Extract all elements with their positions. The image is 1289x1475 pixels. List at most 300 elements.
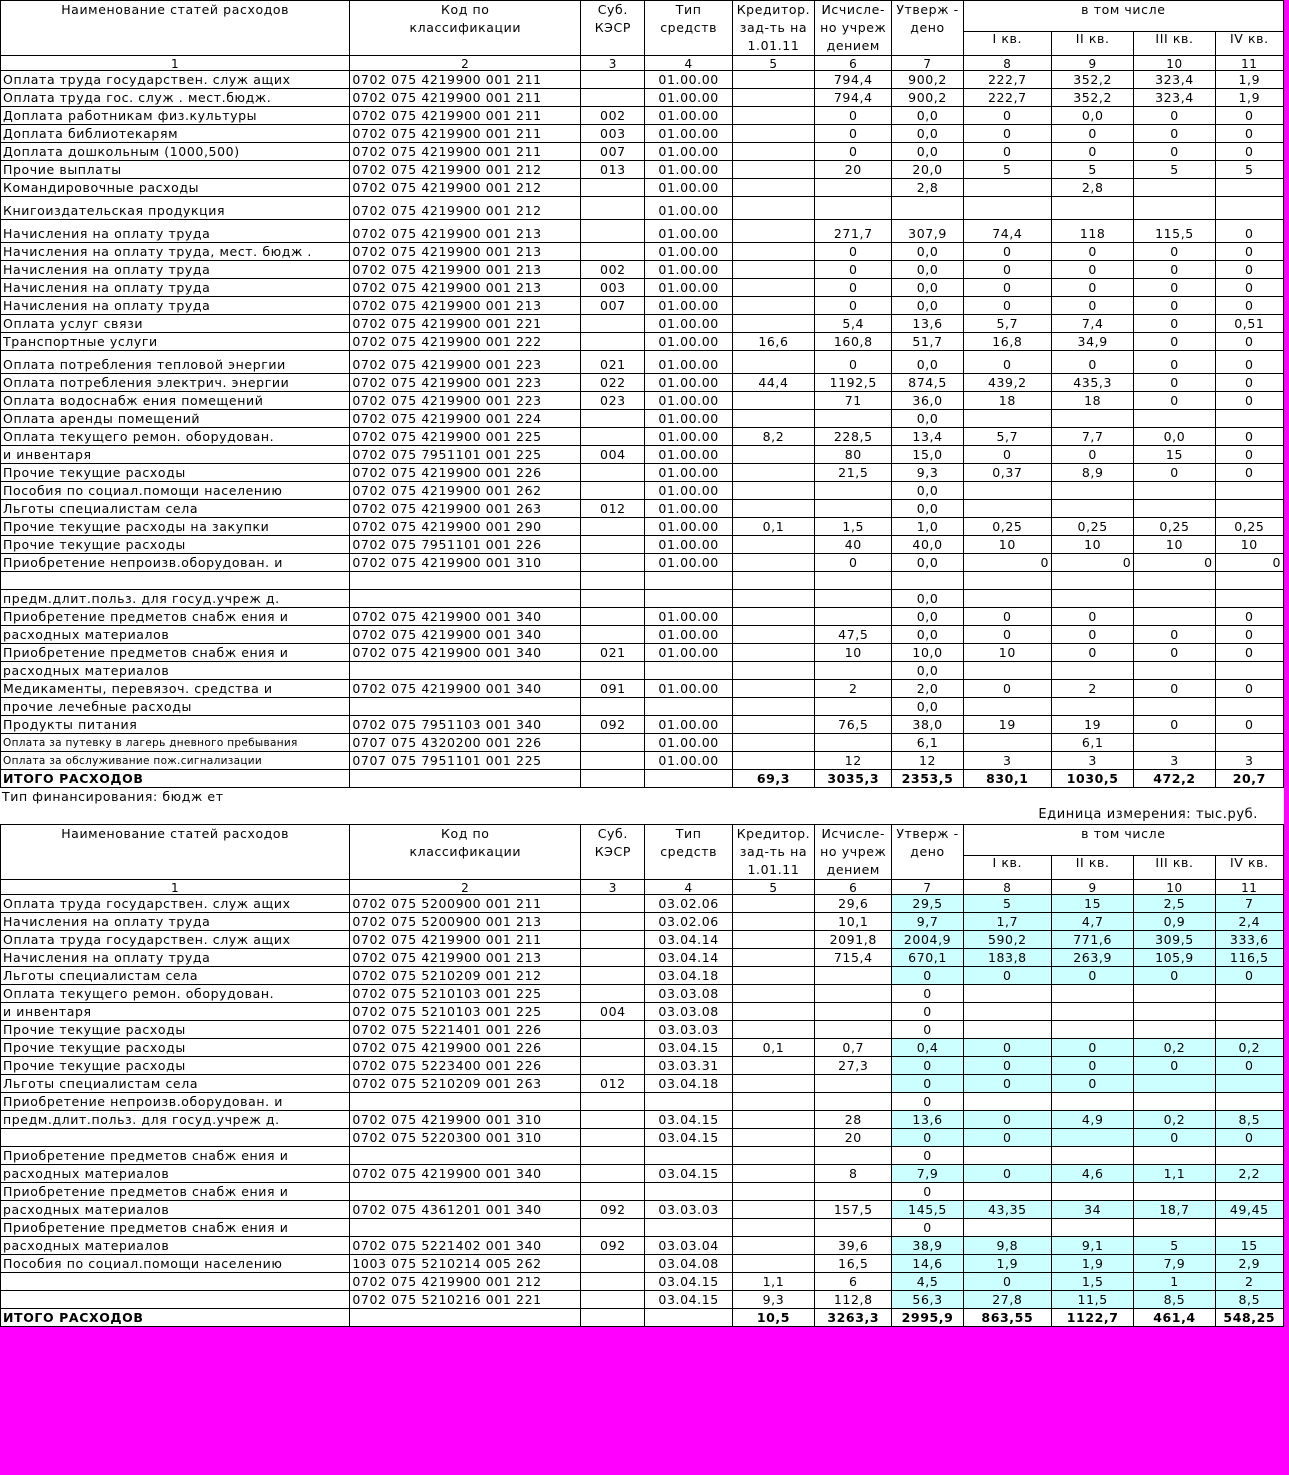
column-number: 9 [1052, 880, 1134, 895]
row-value: 0702 075 4219900 001 263 [350, 500, 581, 518]
row-value: 0 [815, 143, 892, 161]
row-label: и инвентаря [1, 446, 350, 464]
row-value: 0 [892, 967, 963, 985]
row-value: 0702 075 4219900 001 226 [350, 1039, 581, 1057]
row-value: 12 [892, 752, 963, 770]
table-row [1, 1039, 1284, 1057]
row-value: 263,9 [1052, 949, 1134, 967]
row-value [732, 1183, 814, 1201]
row-value [732, 500, 814, 518]
column-number: 10 [1134, 880, 1215, 895]
row-value: 0702 075 7951103 001 340 [350, 716, 581, 734]
row-value: 10 [1052, 536, 1134, 554]
row-value: 21,5 [815, 464, 892, 482]
table-row [1, 500, 1284, 518]
row-value [815, 1021, 892, 1039]
row-value: 0 [892, 1075, 963, 1093]
row-value: 0702 075 4219900 001 212 [350, 161, 581, 179]
row-value: 01.00.00 [645, 261, 732, 279]
row-value: 01.00.00 [645, 392, 732, 410]
row-value [1052, 482, 1134, 500]
row-value [645, 572, 732, 590]
row-value [963, 1021, 1051, 1039]
row-value [732, 644, 814, 662]
header-line: дено [910, 844, 945, 859]
row-value: 116,5 [1215, 949, 1283, 967]
row-value [815, 1075, 892, 1093]
row-value [581, 662, 645, 680]
row-value [815, 985, 892, 1003]
row-value [1052, 1021, 1134, 1039]
row-value: 012 [581, 1075, 645, 1093]
total-value: 3263,3 [815, 1309, 892, 1327]
table-row [1, 71, 1284, 89]
row-value: 0 [1134, 374, 1215, 392]
row-value: 16,8 [963, 333, 1051, 351]
row-value [732, 243, 814, 261]
row-value: 03.04.15 [645, 1129, 732, 1147]
row-value [1134, 734, 1215, 752]
header-subkesr [581, 1, 645, 56]
total-value: 830,1 [963, 770, 1051, 788]
row-value: 0702 075 4219900 001 290 [350, 518, 581, 536]
row-label: Медикаменты, перевязоч. средства и [1, 680, 350, 698]
row-value [1134, 662, 1215, 680]
row-value: 01.00.00 [645, 428, 732, 446]
row-value [645, 698, 732, 716]
row-value [732, 1147, 814, 1165]
row-value: 0,0 [892, 626, 963, 644]
row-value: 0,0 [892, 500, 963, 518]
header-line: Суб. [597, 2, 628, 17]
table-row [1, 680, 1284, 698]
row-value: 0 [1215, 143, 1283, 161]
table-row [1, 967, 1284, 985]
row-value: 900,2 [892, 89, 963, 107]
row-value: 7,9 [892, 1165, 963, 1183]
row-value: 0702 075 4219900 001 223 [350, 392, 581, 410]
row-value [732, 985, 814, 1003]
row-value: 0 [1134, 1129, 1215, 1147]
table-row [1, 1093, 1284, 1111]
row-value [350, 1219, 581, 1237]
row-value [963, 662, 1051, 680]
total-value [645, 770, 732, 788]
row-value [581, 967, 645, 985]
row-value: 03.04.15 [645, 1111, 732, 1129]
row-value [645, 1147, 732, 1165]
header-line: Код по [441, 826, 490, 841]
row-value: 0 [1052, 261, 1134, 279]
row-label: Оплата услуг связи [1, 315, 350, 333]
header-including: в том числе [963, 1, 1283, 32]
row-value: 27,3 [815, 1057, 892, 1075]
row-value: 0,51 [1215, 315, 1283, 333]
row-value [581, 1021, 645, 1039]
row-label: Оплата труда гос. служ . мест.бюдж. [1, 89, 350, 107]
row-value: 0702 075 4219900 001 213 [350, 297, 581, 315]
row-value: 44,4 [732, 374, 814, 392]
row-value [732, 590, 814, 608]
row-value [892, 572, 963, 590]
row-value: 16,5 [815, 1255, 892, 1273]
row-value [732, 716, 814, 734]
row-value [732, 680, 814, 698]
row-value [732, 279, 814, 297]
row-value: 29,5 [892, 895, 963, 913]
total-value [581, 770, 645, 788]
row-value: 0702 075 4219900 001 221 [350, 315, 581, 333]
row-value [732, 626, 814, 644]
row-value [1052, 985, 1134, 1003]
row-value [1215, 1147, 1283, 1165]
row-value: 0702 075 4219900 001 211 [350, 931, 581, 949]
table-row [1, 1183, 1284, 1201]
row-value [892, 197, 963, 220]
row-value: 0702 075 4219900 001 224 [350, 410, 581, 428]
row-label: Прочие выплаты [1, 161, 350, 179]
row-value [732, 1129, 814, 1147]
header-fund-type [645, 825, 732, 880]
total-value: 548,25 [1215, 1309, 1283, 1327]
column-number: 6 [815, 56, 892, 71]
row-value [1215, 500, 1283, 518]
row-value: 5 [963, 895, 1051, 913]
row-value [1052, 1129, 1134, 1147]
table-row [1, 1129, 1284, 1147]
row-value: 0 [1134, 626, 1215, 644]
header-line: Тип [675, 826, 702, 841]
row-value: 0 [1134, 125, 1215, 143]
header-line: 1.01.11 [747, 38, 800, 53]
row-value: 01.00.00 [645, 446, 732, 464]
row-value: 0702 075 4219900 001 226 [350, 464, 581, 482]
row-value: 435,3 [1052, 374, 1134, 392]
total-value [350, 1309, 581, 1327]
row-value: 0 [892, 1093, 963, 1111]
row-value [1052, 410, 1134, 428]
row-value [645, 590, 732, 608]
row-value: 670,1 [892, 949, 963, 967]
header-code [350, 825, 581, 880]
row-value: 5,7 [963, 428, 1051, 446]
row-value [1215, 1075, 1283, 1093]
column-number: 7 [892, 880, 963, 895]
row-value: 0 [1215, 107, 1283, 125]
row-value: 0702 075 4219900 001 310 [350, 1111, 581, 1129]
row-value: 4,9 [1052, 1111, 1134, 1129]
row-value: 9,3 [892, 464, 963, 482]
row-value: 5,7 [963, 315, 1051, 333]
row-value: 18,7 [1134, 1201, 1215, 1219]
column-number: 6 [815, 880, 892, 895]
row-value [581, 71, 645, 89]
row-value [732, 1021, 814, 1039]
row-value: 2 [1052, 680, 1134, 698]
row-label: Прочие текущие расходы [1, 536, 350, 554]
header-line: дением [826, 862, 880, 877]
row-value: 002 [581, 107, 645, 125]
row-value: 0,0 [892, 482, 963, 500]
row-value: 0702 075 5210216 001 221 [350, 1291, 581, 1309]
row-value [581, 1039, 645, 1057]
row-value: 007 [581, 143, 645, 161]
row-value: 0 [1215, 125, 1283, 143]
row-value: 03.03.31 [645, 1057, 732, 1075]
row-value: 874,5 [892, 374, 963, 392]
row-value: 0,2 [1134, 1111, 1215, 1129]
row-label [1, 572, 350, 590]
row-label: Льготы специалистам села [1, 1075, 350, 1093]
row-value [732, 220, 814, 243]
row-value: 0702 075 4219900 001 213 [350, 279, 581, 297]
row-value [581, 518, 645, 536]
row-value: 352,2 [1052, 89, 1134, 107]
row-value [815, 1147, 892, 1165]
header-creditor-debt [732, 825, 814, 880]
row-value: 1 [1134, 1273, 1215, 1291]
row-value: 0 [1134, 107, 1215, 125]
row-value: 0702 075 5210103 001 225 [350, 985, 581, 1003]
row-value [581, 572, 645, 590]
column-number: 11 [1215, 56, 1283, 71]
row-value: 0,0 [892, 608, 963, 626]
row-value [815, 698, 892, 716]
table-row [1, 518, 1284, 536]
row-value: 0,37 [963, 464, 1051, 482]
row-value [581, 410, 645, 428]
row-value: 03.04.15 [645, 1039, 732, 1057]
table-row [1, 698, 1284, 716]
row-value [732, 179, 814, 197]
row-value: 10 [963, 644, 1051, 662]
row-value: 01.00.00 [645, 482, 732, 500]
table-row [1, 913, 1284, 931]
row-value: 160,8 [815, 333, 892, 351]
row-value: 19 [963, 716, 1051, 734]
row-label: Книгоиздательская продукция [1, 197, 350, 220]
header-quarter-2: II кв. [1052, 855, 1134, 879]
column-number: 2 [350, 56, 581, 71]
table-row [1, 572, 1284, 590]
table-row [1, 351, 1284, 374]
row-value: 0702 075 4219900 001 211 [350, 125, 581, 143]
row-value: 01.00.00 [645, 125, 732, 143]
row-value: 20 [815, 161, 892, 179]
table-row [1, 590, 1284, 608]
row-value: 0,25 [1134, 518, 1215, 536]
row-label: Прочие текущие расходы [1, 1039, 350, 1057]
header-line: но учреж [820, 844, 887, 859]
row-value: 013 [581, 161, 645, 179]
row-value: 15 [1215, 1237, 1283, 1255]
row-value: 118 [1052, 220, 1134, 243]
row-label: Льготы специалистам села [1, 500, 350, 518]
row-value: 03.04.15 [645, 1165, 732, 1183]
row-value: 0 [963, 967, 1051, 985]
row-label [1, 1273, 350, 1291]
row-value: 01.00.00 [645, 220, 732, 243]
row-value [1134, 500, 1215, 518]
header-quarter-1: I кв. [963, 855, 1051, 879]
row-value: 794,4 [815, 71, 892, 89]
row-value [1215, 197, 1283, 220]
row-value [1215, 662, 1283, 680]
row-value: 0702 075 4219900 001 222 [350, 333, 581, 351]
row-value [1215, 985, 1283, 1003]
row-value [581, 985, 645, 1003]
row-value: 0 [1052, 279, 1134, 297]
row-value: 01.00.00 [645, 333, 732, 351]
row-value [815, 572, 892, 590]
table-row [1, 734, 1284, 752]
row-value [645, 1219, 732, 1237]
row-value: 47,5 [815, 626, 892, 644]
row-value: 0 [963, 1165, 1051, 1183]
row-value: 0 [1134, 333, 1215, 351]
header-line: средств [660, 844, 718, 859]
table-row [1, 1237, 1284, 1255]
row-value: 794,4 [815, 89, 892, 107]
row-value [1134, 1183, 1215, 1201]
row-value: 0 [1215, 279, 1283, 297]
row-value: 0702 075 5221401 001 226 [350, 1021, 581, 1039]
row-value [732, 913, 814, 931]
row-value: 0 [1134, 644, 1215, 662]
total-value: 1122,7 [1052, 1309, 1134, 1327]
row-value: 4,7 [1052, 913, 1134, 931]
row-label: Льготы специалистам села [1, 967, 350, 985]
row-value: 13,4 [892, 428, 963, 446]
row-value: 38,0 [892, 716, 963, 734]
table-row [1, 410, 1284, 428]
row-value: 0,0 [892, 261, 963, 279]
total-value [645, 1309, 732, 1327]
row-value [645, 1093, 732, 1111]
row-value [1215, 410, 1283, 428]
table-row [1, 662, 1284, 680]
row-value [1052, 500, 1134, 518]
row-value [1134, 1021, 1215, 1039]
table-row [1, 161, 1284, 179]
header-line: зад-ть на [739, 844, 808, 859]
row-value: 03.03.03 [645, 1021, 732, 1039]
row-value: 7 [1215, 895, 1283, 913]
row-value [963, 482, 1051, 500]
row-value: 0702 075 4219900 001 340 [350, 680, 581, 698]
row-value: 0702 075 5200900 001 213 [350, 913, 581, 931]
row-value: 1,9 [1215, 89, 1283, 107]
row-value [581, 428, 645, 446]
row-value [581, 895, 645, 913]
row-value: 15 [1052, 895, 1134, 913]
row-value [732, 261, 814, 279]
row-value [963, 179, 1051, 197]
table-row [1, 197, 1284, 220]
row-value [1134, 197, 1215, 220]
row-value [815, 197, 892, 220]
row-value: 0,4 [892, 1039, 963, 1057]
row-value: 0 [892, 1021, 963, 1039]
header-quarter-2: II кв. [1052, 31, 1134, 55]
row-value [581, 590, 645, 608]
total-value: 2995,9 [892, 1309, 963, 1327]
row-value [1215, 698, 1283, 716]
row-value: 0 [963, 1057, 1051, 1075]
row-value: 4,6 [1052, 1165, 1134, 1183]
row-value [732, 698, 814, 716]
row-value: 2,2 [1215, 1165, 1283, 1183]
table-row [1, 107, 1284, 125]
table-row [1, 895, 1284, 913]
row-value: 8,2 [732, 428, 814, 446]
row-value [815, 1003, 892, 1021]
row-value: 7,4 [1052, 315, 1134, 333]
row-value [581, 1093, 645, 1111]
row-value: 0 [1052, 446, 1134, 464]
row-value [732, 1255, 814, 1273]
row-value: 0702 075 5210209 001 212 [350, 967, 581, 985]
row-value: 0702 075 4219900 001 212 [350, 179, 581, 197]
row-value: 03.02.06 [645, 895, 732, 913]
row-value [1134, 1147, 1215, 1165]
row-value [581, 464, 645, 482]
row-value [732, 392, 814, 410]
row-value: 1,9 [1215, 71, 1283, 89]
header-line: КЭСР [594, 844, 631, 859]
column-number: 2 [350, 880, 581, 895]
row-value: 0 [1052, 125, 1134, 143]
row-value: 01.00.00 [645, 410, 732, 428]
row-value: 18 [963, 392, 1051, 410]
row-value: 0,0 [892, 698, 963, 716]
row-label: Доплата библиотекарям [1, 125, 350, 143]
row-value: 0702 075 4219900 001 225 [350, 428, 581, 446]
row-value: 0 [963, 125, 1051, 143]
row-value: 0 [1215, 351, 1283, 374]
row-value: 0,2 [1134, 1039, 1215, 1057]
row-value: 0 [1134, 392, 1215, 410]
header-line: Код по [441, 2, 490, 17]
row-value: 092 [581, 1201, 645, 1219]
row-value: 76,5 [815, 716, 892, 734]
row-value: 023 [581, 392, 645, 410]
row-value: 1,1 [732, 1273, 814, 1291]
row-value [581, 315, 645, 333]
header-quarter-4: IV кв. [1215, 31, 1283, 55]
row-value [732, 608, 814, 626]
row-value [732, 1237, 814, 1255]
row-value: 0702 075 4219900 001 213 [350, 261, 581, 279]
header-line: Кредитор. [736, 2, 811, 17]
row-value: 0 [1215, 608, 1283, 626]
row-value: 0 [1134, 315, 1215, 333]
row-value [1215, 1183, 1283, 1201]
row-value [815, 608, 892, 626]
row-label: Командировочные расходы [1, 179, 350, 197]
row-value [732, 1201, 814, 1219]
table-row [1, 949, 1284, 967]
row-value: 0702 075 4219900 001 223 [350, 374, 581, 392]
row-value: 51,7 [892, 333, 963, 351]
row-value [815, 410, 892, 428]
row-value [350, 590, 581, 608]
row-value: 0 [963, 279, 1051, 297]
row-value: 0 [815, 125, 892, 143]
row-value: 0 [1215, 1129, 1283, 1147]
row-value: 03.04.14 [645, 949, 732, 967]
row-value [1215, 179, 1283, 197]
